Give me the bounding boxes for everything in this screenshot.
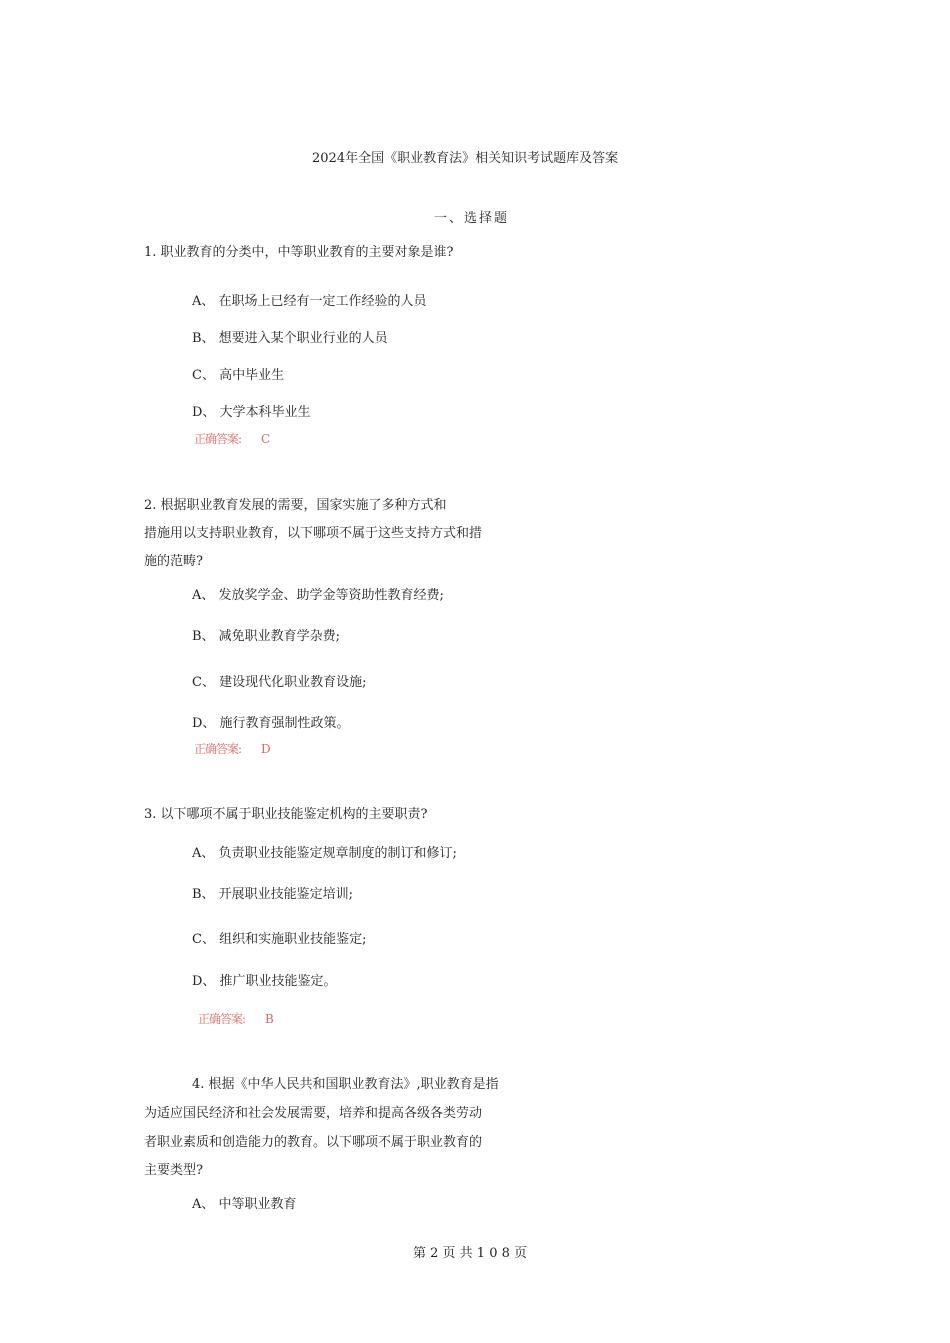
question-3-option-a: A、 负责职业技能鉴定规章制度的制订和修订; [192,846,457,861]
question-4-text-line-2: 为适应国民经济和社会发展需要，培养和提高各级各类劳动 [144,1106,483,1121]
question-2-option-a: A、 发放奖学金、助学金等资助性教育经费; [192,588,444,603]
question-1-option-c: C、 高中毕业生 [192,368,285,383]
question-2-option-d: D、 施行教育强制性政策。 [192,716,350,731]
question-2-text-line-2: 措施用以支持职业教育，以下哪项不属于这些支持方式和措 [144,526,483,541]
question-1-option-a: A、 在职场上已经有一定工作经验的人员 [192,294,427,309]
answer-value: B [265,1012,274,1026]
question-4-text-line-4: 主要类型? [144,1163,203,1178]
question-3-option-b: B、 开展职业技能鉴定培训; [192,887,354,902]
answer-value: D [261,742,271,756]
question-3-option-d: D、 推广职业技能鉴定。 [192,974,337,989]
question-4-option-a: A、 中等职业教育 [192,1197,297,1212]
question-1-answer [194,430,270,448]
question-3-option-c: C、 组织和实施职业技能鉴定; [192,932,367,947]
question-2-answer [194,740,271,758]
question-1-option-b: B、 想要进入某个职业行业的人员 [192,331,388,346]
question-1-option-d: D、 大学本科毕业生 [192,405,311,420]
page-footer: 第 2 页 共 1 0 8 页 [413,1246,528,1261]
document-title: 2024年全国《职业教育法》相关知识考试题库及答案 [312,151,619,166]
question-2-option-c: C、 建设现代化职业教育设施; [192,675,367,690]
question-3-answer [198,1010,274,1028]
answer-value: C [261,432,271,446]
answer-label: 正确答案: [198,1012,246,1026]
question-2-text-line-3: 施的范畴? [144,554,203,569]
question-4-text-line-1: 4. 根据《中华人民共和国职业教育法》,职业教育是指 [192,1077,499,1092]
question-4-text-line-3: 者职业素质和创造能力的教育。以下哪项不属于职业教育的 [144,1135,483,1150]
answer-label: 正确答案: [194,742,242,756]
section-heading: 一、选择题 [434,211,510,226]
question-1-text: 1. 职业教育的分类中，中等职业教育的主要对象是谁? [144,245,454,260]
question-2-option-b: B、 减免职业教育学杂费; [192,629,341,644]
question-2-text-line-1: 2. 根据职业教育发展的需要，国家实施了多种方式和 [144,498,447,513]
answer-label: 正确答案: [194,432,242,446]
question-3-text: 3. 以下哪项不属于职业技能鉴定机构的主要职责? [144,807,428,822]
